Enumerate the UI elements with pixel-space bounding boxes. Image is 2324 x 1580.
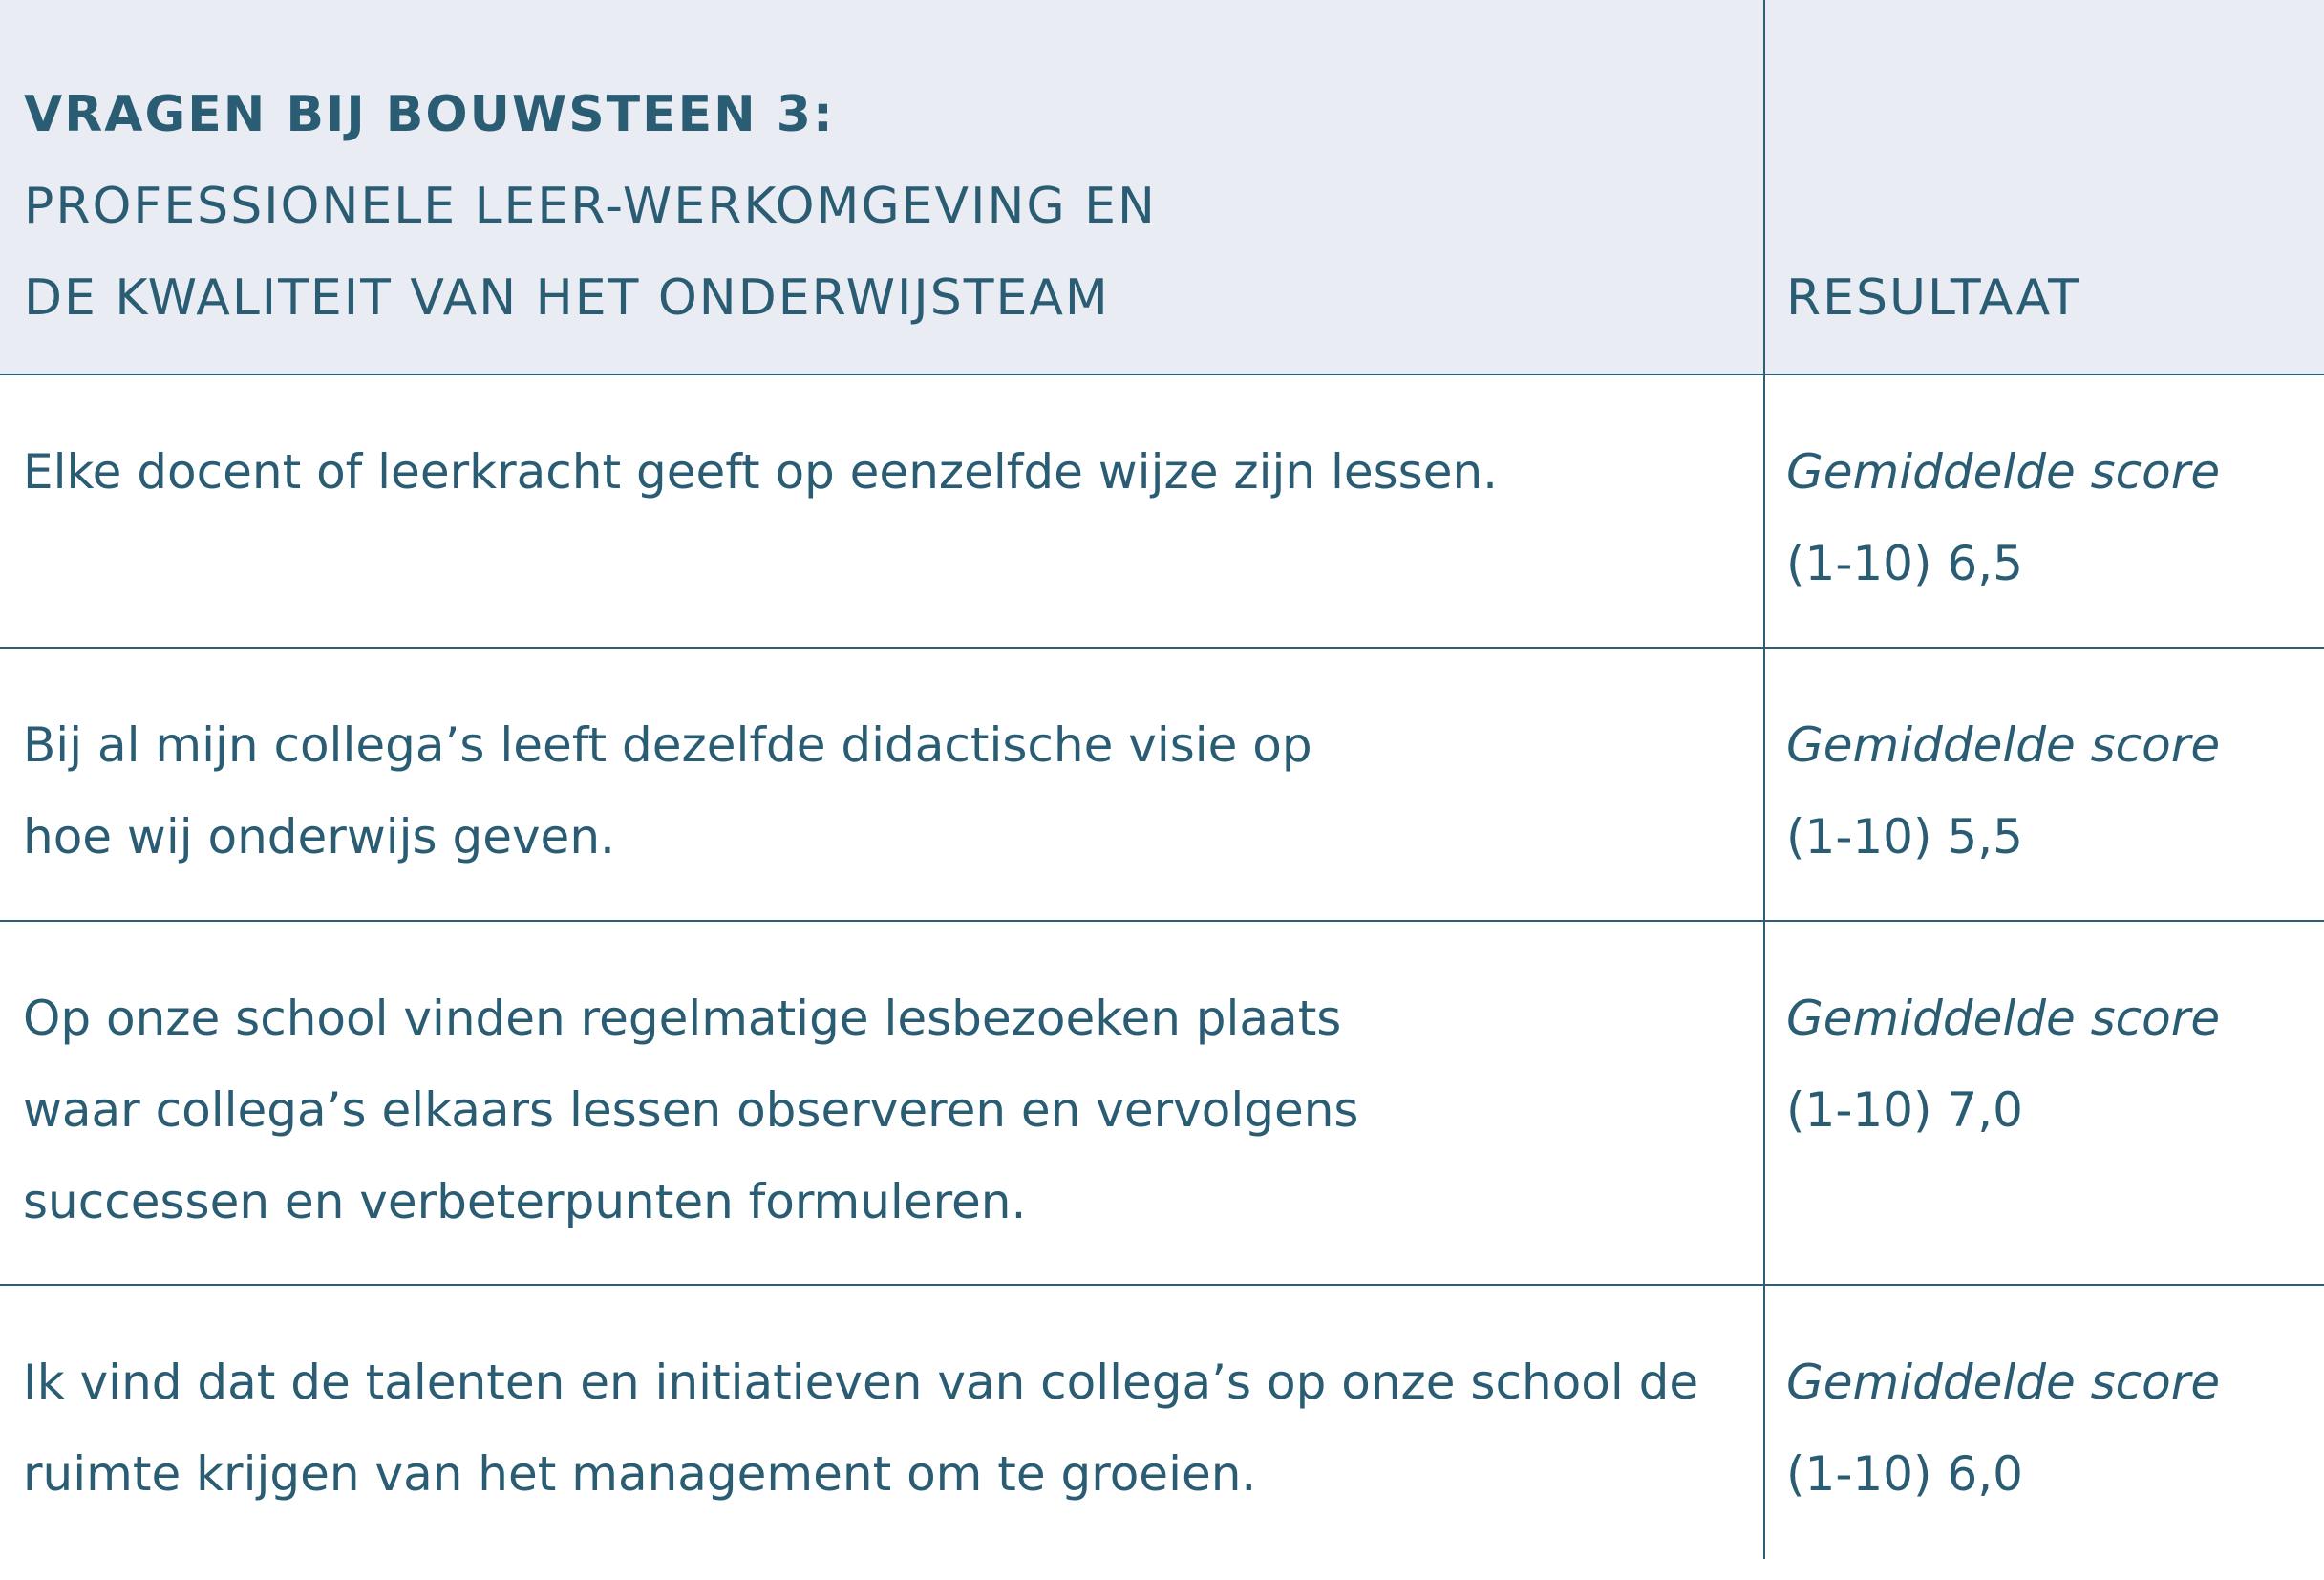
question-line: Elke docent of leerkracht geeft op eenzelfde wijze zijn lessen. xyxy=(23,444,1499,500)
table-row-result xyxy=(1786,426,2220,609)
score-label: Gemiddelde score xyxy=(1786,1355,2221,1410)
row-divider xyxy=(0,647,2324,649)
column-divider xyxy=(1763,0,1765,1559)
question-line: Bij al mijn collega’s leeft dezelfde didactische visie op xyxy=(23,717,1312,773)
heading-line-2: PROFESSIONELE LEER-WERKOMGEVING EN xyxy=(24,178,1157,235)
question-line: waar collega’s elkaars lessen observeren en vervolgens xyxy=(23,1082,1359,1138)
score-value: (1-10) 6,0 xyxy=(1786,1446,2023,1502)
table-row-question xyxy=(23,972,1359,1248)
question-line: ruimte krijgen van het management om te groeien. xyxy=(23,1446,1257,1502)
score-label: Gemiddelde score xyxy=(1786,717,2221,773)
question-line: Op onze school vinden regelmatige lesbezoeken plaats xyxy=(23,991,1342,1046)
table-heading xyxy=(24,69,1157,344)
score-value: (1-10) 7,0 xyxy=(1786,1082,2023,1138)
table-row-question xyxy=(23,699,1312,883)
table-row-result xyxy=(1786,699,2220,883)
result-column-header: RESULTAAT xyxy=(1786,269,2080,327)
question-line: hoe wij onderwijs geven. xyxy=(23,809,615,865)
table-row-result xyxy=(1786,972,2220,1156)
table-row-question xyxy=(23,426,1498,518)
score-value: (1-10) 6,5 xyxy=(1786,536,2023,591)
score-label: Gemiddelde score xyxy=(1786,991,2221,1046)
score-label: Gemiddelde score xyxy=(1786,444,2221,500)
table-row-result xyxy=(1786,1336,2220,1520)
table-row-question xyxy=(23,1336,1698,1520)
heading-line-3: DE KWALITEIT VAN HET ONDERWIJSTEAM xyxy=(24,269,1110,327)
row-divider xyxy=(0,374,2324,375)
row-divider xyxy=(0,1284,2324,1286)
question-line: Ik vind dat de talenten en initiatieven van collega’s op onze school de xyxy=(23,1355,1699,1410)
heading-line-1: VRAGEN BIJ BOUWSTEEN 3: xyxy=(24,86,835,143)
row-divider xyxy=(0,920,2324,922)
question-line: successen en verbeterpunten formuleren. xyxy=(23,1174,1027,1229)
score-value: (1-10) 5,5 xyxy=(1786,809,2023,865)
